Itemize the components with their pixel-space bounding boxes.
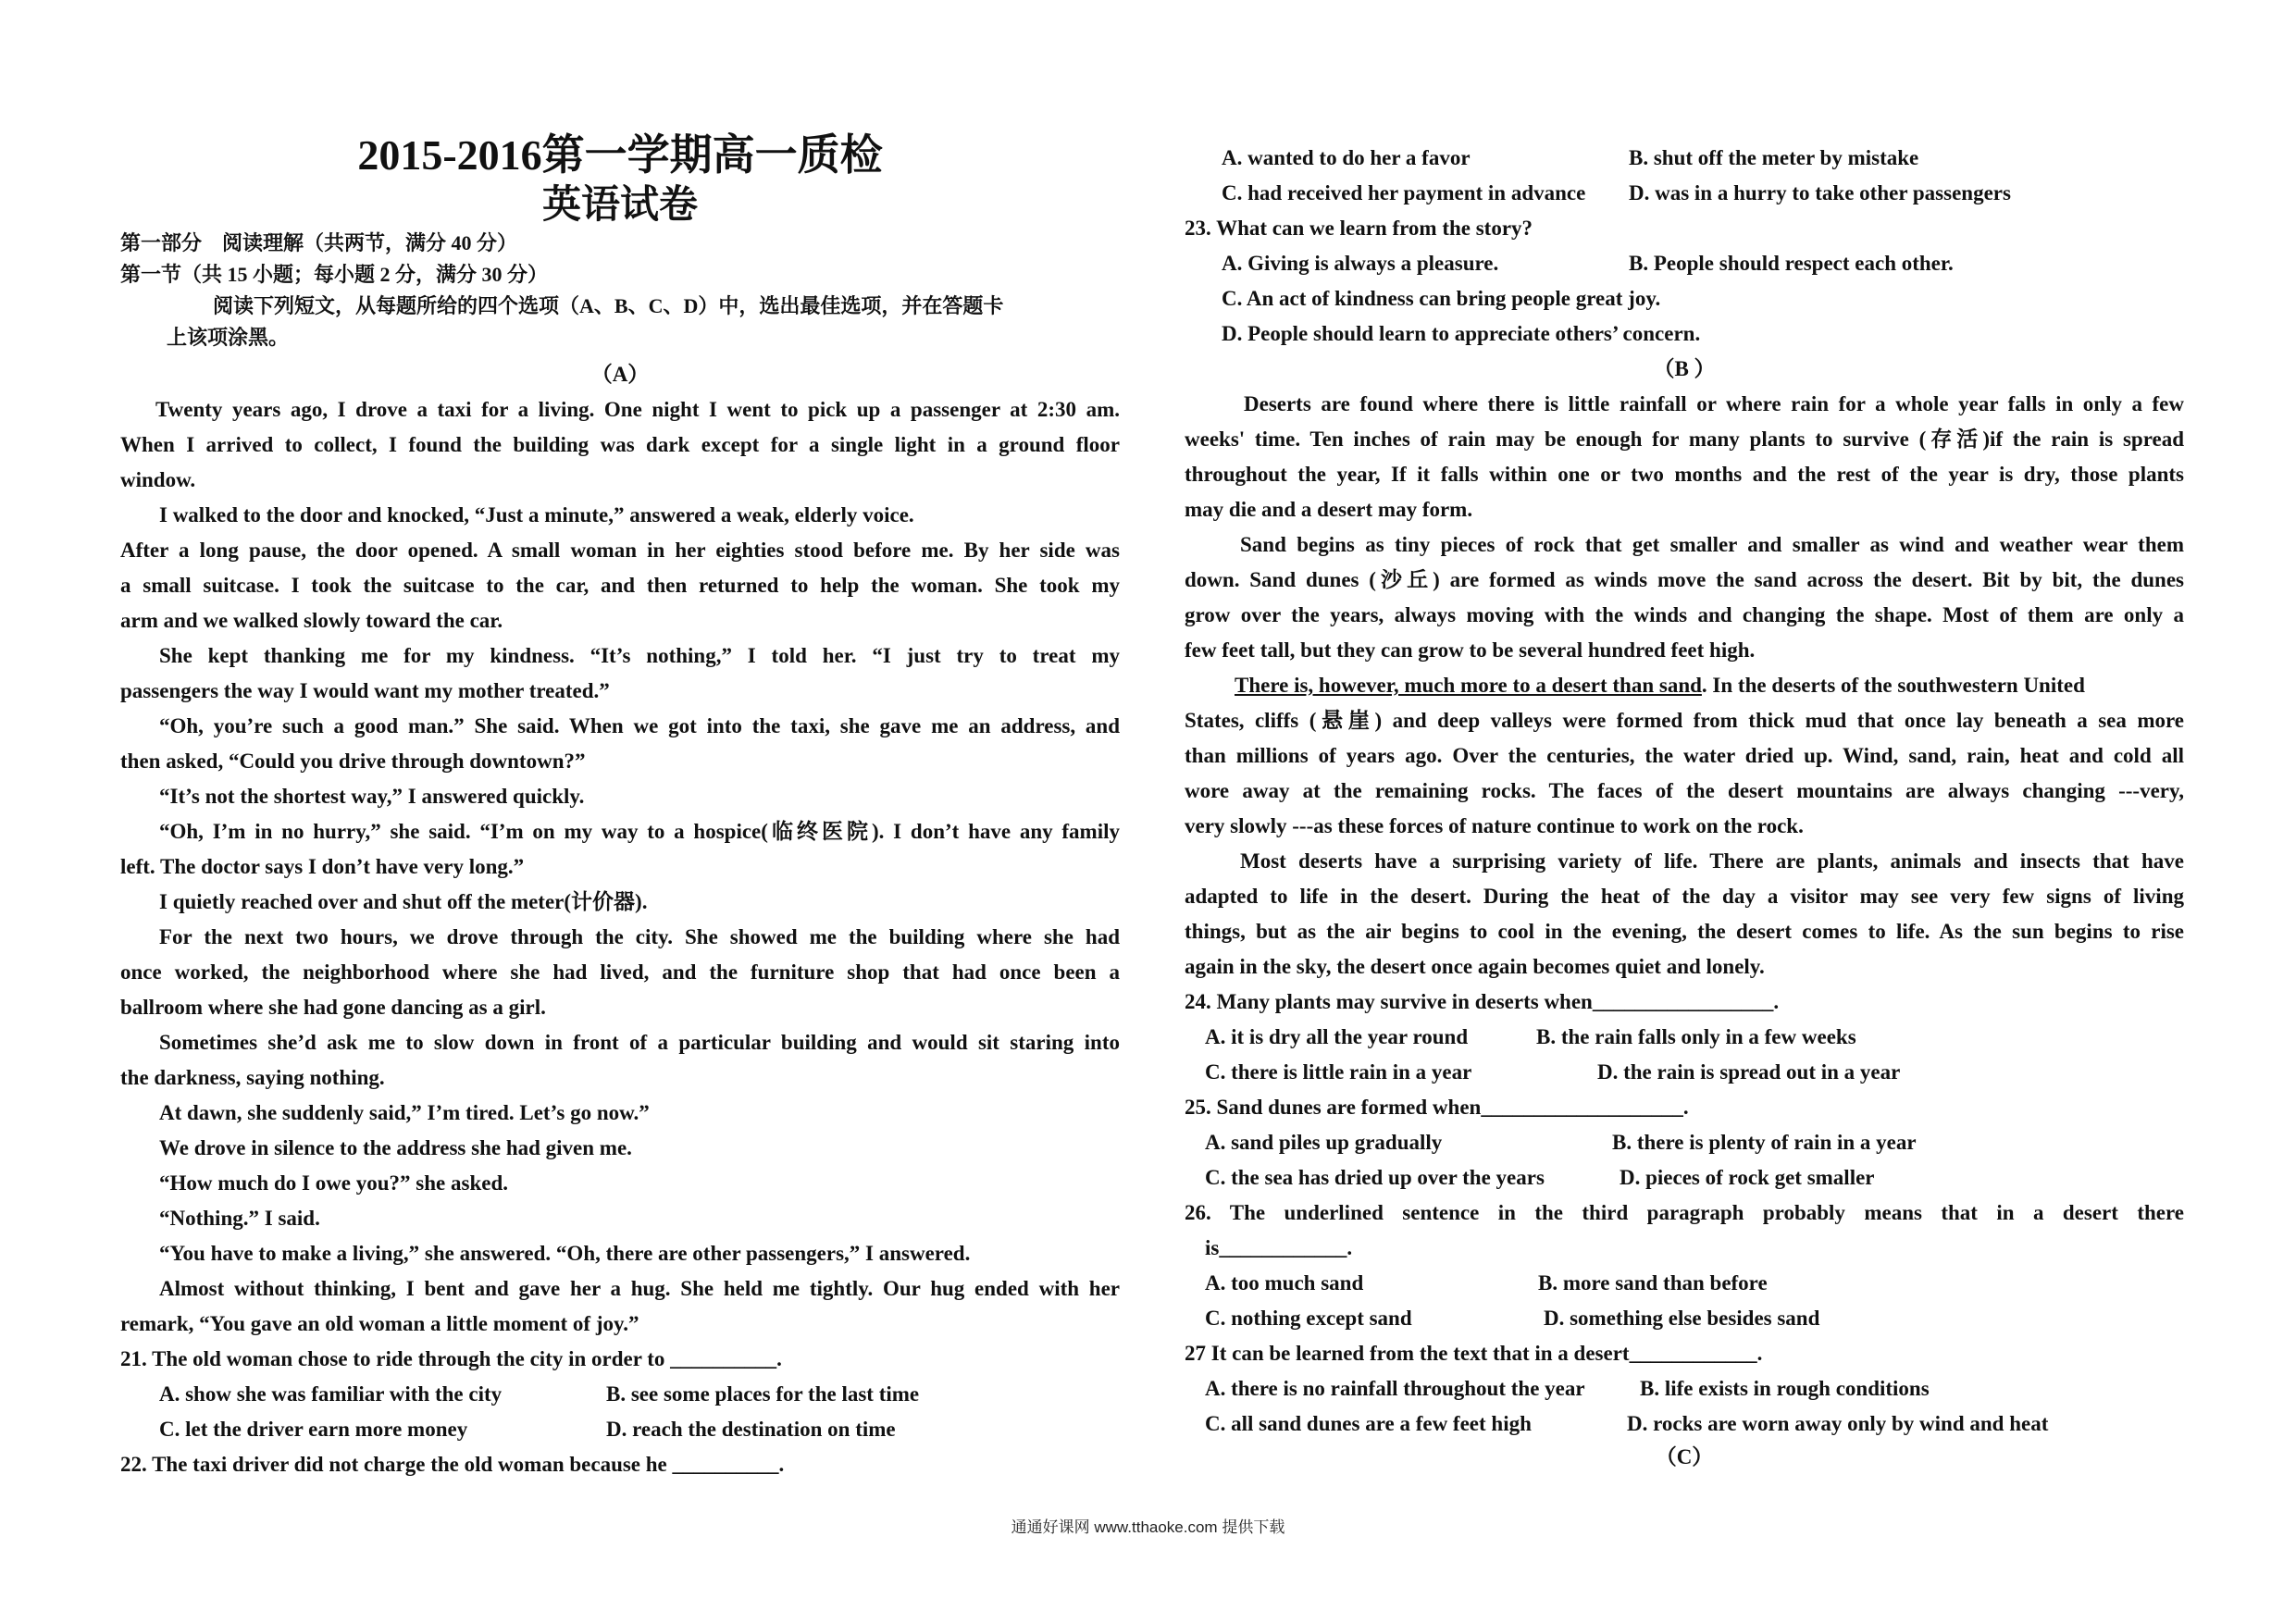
passage-b-line: weeks' time. Ten inches of rain may be enough for many plants to survive (存活)if the rain is spread [1185, 427, 2184, 451]
passage-a-line: “How much do I owe you?” she asked. [159, 1171, 508, 1195]
passage-a-line: She kept thanking me for my kindness. “It’s nothing,” I told her. “I just try to treat my [159, 644, 1120, 667]
passage-b-line: Sand begins as tiny pieces of rock that get smaller and smaller as wind and weather wear them [1240, 533, 2184, 556]
option-27-d: D. rocks are worn away only by wind and heat [1627, 1412, 2049, 1435]
question-27: 27 It can be learned from the text that in a desert____________. [1185, 1342, 1763, 1365]
option-22-b: B. shut off the meter by mistake [1629, 146, 1919, 169]
passage-b-line: throughout the year, If it falls within one or two months and the rest of the year is dry, those plants [1185, 463, 2184, 486]
option-24-a: A. it is dry all the year round [1205, 1025, 1469, 1048]
passage-b-line: States, cliffs (悬崖) and deep valleys were formed from thick mud that once lay beneath a sea more [1185, 709, 2184, 732]
passage-a-line: “Oh, I’m in no hurry,” she said. “I’m on my way to a hospice(临终医院). I don’t have any family [159, 820, 1120, 843]
option-21-c: C. let the driver earn more money [159, 1418, 468, 1441]
passage-a-line: At dawn, she suddenly said,” I’m tired. Let’s go now.” [159, 1101, 650, 1124]
option-23-b: B. People should respect each other. [1629, 252, 1954, 275]
passage-b-line: grow over the years, always moving with the winds and changing the shape. Most of them are only a [1185, 603, 2184, 626]
passage-a-line: When I arrived to collect, I found the building was dark except for a single light in a ground floor [120, 433, 1120, 456]
question-21: 21. The old woman chose to ride through the city in order to __________. [120, 1347, 782, 1370]
passage-b-line: down. Sand dunes (沙丘) are formed as winds move the sand across the desert. Bit by bit, the dunes [1185, 568, 2184, 591]
passage-a-line: a small suitcase. I took the suitcase to the car, and then returned to help the woman. She took my [120, 574, 1120, 597]
passage-a-line: I quietly reached over and shut off the meter(计价器). [159, 890, 648, 913]
passage-a-line: once worked, the neighborhood where she had lived, and the furniture shop that had once been a [120, 960, 1120, 984]
passage-b-line: few feet tall, but they can grow to be several hundred feet high. [1185, 638, 1756, 662]
option-23-a: A. Giving is always a pleasure. [1222, 252, 1499, 275]
option-22-d: D. was in a hurry to take other passengers [1629, 181, 2011, 204]
option-24-b: B. the rain falls only in a few weeks [1536, 1025, 1856, 1048]
question-26-line-2: is____________. [1205, 1236, 1353, 1259]
passage-a-line: “Nothing.” I said. [159, 1207, 320, 1230]
passage-a-line: remark, “You gave an old woman a little moment of joy.” [120, 1312, 639, 1335]
option-21-b: B. see some places for the last time [606, 1382, 920, 1406]
passage-b-line: may die and a desert may form. [1185, 498, 1473, 521]
option-21-d: D. reach the destination on time [606, 1418, 896, 1441]
passage-b-line: Most deserts have a surprising variety of life. There are plants, animals and insects that have [1240, 849, 2184, 873]
passage-b-line: Deserts are found where there is little rainfall or where rain for a whole year falls in only a few [1244, 392, 2184, 415]
passage-c-label: （C） [1655, 1445, 1714, 1468]
option-26-b: B. more sand than before [1538, 1271, 1768, 1295]
question-24: 24. Many plants may survive in deserts when_________________. [1185, 990, 1780, 1013]
option-27-b: B. life exists in rough conditions [1640, 1377, 1930, 1400]
passage-a-line: I walked to the door and knocked, “Just a minute,” answered a weak, elderly voice. [159, 503, 914, 527]
option-24-c: C. there is little rain in a year [1205, 1060, 1472, 1084]
underlined-sentence: There is, however, much more to a desert than sand [1235, 674, 1702, 697]
option-24-d: D. the rain is spread out in a year [1597, 1060, 1901, 1084]
passage-a-line: window. [120, 468, 196, 491]
instruction-line-2: 上该项涂黑。 [167, 326, 290, 349]
passage-b-line: again in the sky, the desert once again becomes quiet and lonely. [1185, 955, 1765, 978]
instruction-line-1: 阅读下列短文，从每题所给的四个选项（A、B、C、D）中，选出最佳选项，并在答题卡 [213, 294, 1004, 317]
passage-a-line: then asked, “Could you drive through downtown?” [120, 750, 586, 773]
option-23-c: C. An act of kindness can bring people great joy. [1222, 287, 1661, 310]
underlined-line-rest: . In the deserts of the southwestern United [1701, 674, 2085, 697]
passage-b-line: wore away at the remaining rocks. The faces of the desert mountains are always changing ---very, [1185, 779, 2184, 802]
passage-a-line: Sometimes she’d ask me to slow down in front of a particular building and would sit staring into [159, 1031, 1120, 1054]
passage-a-line: the darkness, saying nothing. [120, 1066, 385, 1089]
passage-a-line: arm and we walked slowly toward the car. [120, 609, 503, 632]
passage-a-line: After a long pause, the door opened. A small woman in her eighties stood before me. By her side was [120, 539, 1120, 562]
passage-b-line: things, but as the air begins to cool in the evening, the desert comes to life. As the sun begins to rise [1185, 920, 2184, 943]
passage-a-line: Almost without thinking, I bent and gave her a hug. She held me tightly. Our hug ended with her [159, 1277, 1120, 1300]
passage-b-label: （B ） [1653, 357, 1716, 380]
option-25-d: D. pieces of rock get smaller [1620, 1166, 1875, 1189]
option-22-a: A. wanted to do her a favor [1222, 146, 1471, 169]
passage-a-line: “It’s not the shortest way,” I answered quickly. [159, 785, 585, 808]
option-26-a: A. too much sand [1205, 1271, 1364, 1295]
passage-b-underlined-line [1235, 672, 2085, 700]
passage-a-line: For the next two hours, we drove through the city. She showed me the building where she had [159, 925, 1120, 948]
option-25-b: B. there is plenty of rain in a year [1612, 1131, 1917, 1154]
passage-b-line: adapted to life in the desert. During the heat of the day a visitor may see very few signs of living [1185, 885, 2184, 908]
part-heading: 第一部分 阅读理解（共两节，满分 40 分） [120, 231, 518, 254]
section-heading: 第一节（共 15 小题；每小题 2 分，满分 30 分） [120, 263, 549, 286]
option-27-c: C. all sand dunes are a few feet high [1205, 1412, 1532, 1435]
footer-source: 通通好课网 www.tthaoke.com 提供下载 [1011, 1518, 1285, 1536]
passage-a-line: “Oh, you’re such a good man.” She said. When we got into the taxi, she gave me an address, and [159, 714, 1120, 737]
passage-b-line: very slowly ---as these forces of nature continue to work on the rock. [1185, 814, 1804, 837]
passage-a-line: left. The doctor says I don’t have very long.” [120, 855, 525, 878]
option-26-d: D. something else besides sand [1544, 1307, 1820, 1330]
question-22: 22. The taxi driver did not charge the old woman because he __________. [120, 1453, 785, 1476]
option-27-a: A. there is no rainfall throughout the year [1205, 1377, 1585, 1400]
option-25-c: C. the sea has dried up over the years [1205, 1166, 1545, 1189]
passage-a-line: ballroom where she had gone dancing as a girl. [120, 996, 546, 1019]
question-23: 23. What can we learn from the story? [1185, 217, 1533, 240]
passage-a-line: passengers the way I would want my mother treated.” [120, 679, 610, 702]
question-26-line-1: 26. The underlined sentence in the third paragraph probably means that in a desert there [1185, 1201, 2184, 1224]
option-22-c: C. had received her payment in advance [1222, 181, 1586, 204]
passage-a-line: Twenty years ago, I drove a taxi for a living. One night I went to pick up a passenger at 2:30 am. [155, 398, 1120, 421]
option-21-a: A. show she was familiar with the city [159, 1382, 503, 1406]
exam-subtitle: 英语试卷 [541, 184, 698, 227]
option-23-d: D. People should learn to appreciate others’ concern. [1222, 322, 1701, 345]
option-26-c: C. nothing except sand [1205, 1307, 1412, 1330]
option-25-a: A. sand piles up gradually [1205, 1131, 1443, 1154]
passage-a-line: “You have to make a living,” she answered. “Oh, there are other passengers,” I answered. [159, 1242, 971, 1265]
exam-title: 2015-2016第一学期高一质检 [357, 131, 883, 179]
question-25: 25. Sand dunes are formed when___________________. [1185, 1096, 1689, 1119]
passage-b-line: than millions of years ago. Over the centuries, the water dried up. Wind, sand, rain, heat and cold all [1185, 744, 2184, 767]
passage-a-label: （A） [590, 363, 650, 386]
passage-a-line: We drove in silence to the address she had given me. [159, 1136, 632, 1159]
